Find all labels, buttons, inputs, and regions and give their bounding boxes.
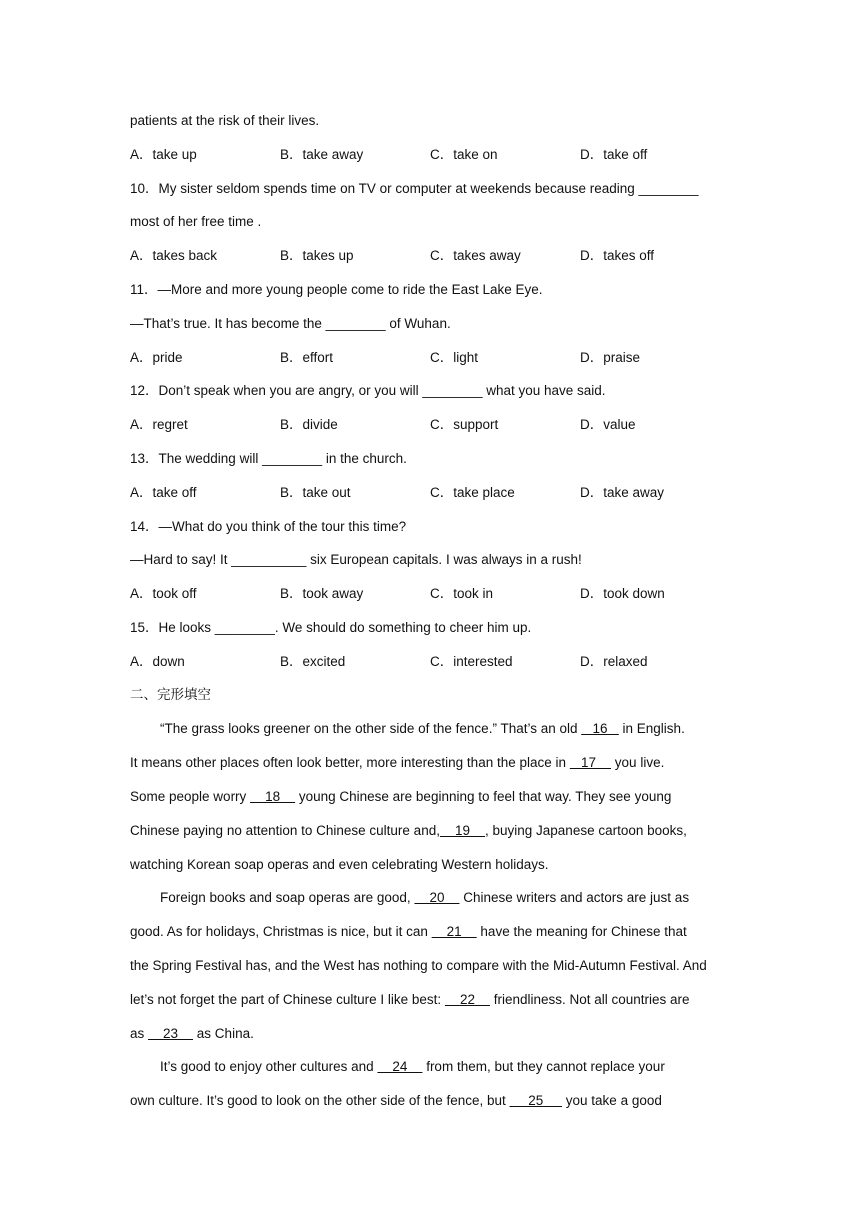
- passage-line: [130, 915, 730, 949]
- question-14-options: [130, 577, 730, 611]
- option-a: A．regret: [130, 417, 188, 433]
- option-b: B．take out: [280, 484, 351, 500]
- option-b: B．divide: [280, 417, 338, 433]
- question-13-stem: 13．The wedding will ________ in the church.: [130, 450, 407, 466]
- option-b: B．effort: [280, 349, 334, 365]
- passage-text: you take a good: [562, 1093, 662, 1109]
- passage-text: Some people worry: [130, 788, 251, 804]
- passage-text: , buying Japanese cartoon books,: [485, 822, 687, 838]
- passage-text: friendliness. Not all countries are: [489, 991, 690, 1007]
- question-14-stem: 14．—What do you think of the tour this time?: [130, 518, 407, 534]
- passage-text: from them, but they cannot replace your: [422, 1059, 665, 1075]
- question-9-options: [130, 138, 730, 172]
- question-10-stem-continued: most of her free time .: [130, 214, 262, 230]
- option-b: B．took away: [280, 586, 364, 602]
- passage-text: you live.: [611, 755, 665, 771]
- option-a: A．took off: [130, 586, 197, 602]
- option-a: A．take off: [130, 484, 197, 500]
- passage-text: good. As for holidays, Christmas is nice, but it can: [130, 924, 432, 940]
- blank-22: 22: [444, 991, 490, 1007]
- passage-text: as: [130, 1025, 149, 1041]
- option-b: B．takes up: [280, 248, 354, 264]
- passage-text: Chinese paying no attention to Chinese culture and,: [130, 822, 440, 838]
- question-10-options: [130, 239, 730, 273]
- blank-18: 18: [250, 788, 296, 804]
- blank-19: 19: [439, 822, 485, 838]
- option-d: D．took down: [580, 586, 665, 602]
- question-11-options: [130, 341, 730, 375]
- question-11-reply: —That’s true. It has become the ________ of Wuhan.: [130, 315, 451, 331]
- passage-line: [130, 780, 730, 814]
- blank-23: 23: [148, 1025, 194, 1041]
- question-13-options: [130, 476, 730, 510]
- passage-line: the Spring Festival has, and the West has nothing to compare with the Mid-Autumn Festival. And: [130, 957, 707, 973]
- option-c: C．interested: [430, 653, 513, 669]
- passage-line: [130, 814, 730, 848]
- blank-25: 25: [509, 1093, 563, 1109]
- passage-text: young Chinese are beginning to feel that way. They see young: [295, 788, 672, 804]
- question-12-stem: 12．Don’t speak when you are angry, or you will ________ what you have said.: [130, 383, 606, 399]
- option-c: C．support: [430, 417, 499, 433]
- blank-21: 21: [431, 924, 477, 940]
- option-b: B．excited: [280, 653, 346, 669]
- question-9-tail: patients at the risk of their lives.: [130, 113, 320, 128]
- option-d: D．take away: [580, 484, 665, 500]
- passage-line: [130, 746, 730, 780]
- option-c: C．takes away: [430, 248, 521, 264]
- exam-page: [130, 104, 730, 1118]
- option-d: D．take off: [580, 146, 648, 162]
- option-d: D．praise: [580, 349, 641, 365]
- passage-text: own culture. It’s good to look on the other side of the fence, but: [130, 1093, 510, 1109]
- blank-17: 17: [569, 755, 612, 771]
- blank-20: 20: [414, 890, 460, 906]
- passage-line: watching Korean soap operas and even celebrating Western holidays.: [130, 856, 549, 872]
- question-15-options: [130, 645, 730, 679]
- question-14-reply: —Hard to say! It __________ six European capitals. I was always in a rush!: [130, 552, 582, 568]
- blank-16: 16: [581, 721, 619, 737]
- option-d: D．value: [580, 417, 636, 433]
- passage-line: [130, 1017, 730, 1051]
- option-b: B．take away: [280, 146, 364, 162]
- passage-text: It means other places often look better, more interesting than the place in: [130, 755, 570, 771]
- passage-text: It’s good to enjoy other cultures and: [160, 1059, 378, 1075]
- option-a: A．take up: [130, 146, 197, 162]
- passage-line: [130, 712, 730, 746]
- passage-text: as China.: [193, 1025, 254, 1041]
- question-15-stem: 15．He looks ________. We should do something to cheer him up.: [130, 619, 532, 635]
- passage-line: [130, 1050, 730, 1084]
- passage-text: “The grass looks greener on the other side of the fence.” That’s an old: [160, 721, 582, 737]
- question-10-stem: 10．My sister seldom spends time on TV or computer at weekends because reading ________: [130, 180, 699, 196]
- option-c: C．take on: [430, 146, 498, 162]
- option-a: A．pride: [130, 349, 183, 365]
- blank-24: 24: [377, 1059, 423, 1075]
- passage-line: [130, 881, 730, 915]
- option-a: A．down: [130, 653, 185, 669]
- option-d: D．takes off: [580, 248, 655, 264]
- question-12-options: [130, 408, 730, 442]
- question-11-stem: 11．—More and more young people come to ride the East Lake Eye.: [130, 281, 543, 297]
- passage-text: in English.: [618, 721, 685, 737]
- option-c: C．took in: [430, 586, 494, 602]
- option-c: C．take place: [430, 484, 515, 500]
- passage-text: Foreign books and soap operas are good,: [160, 890, 415, 906]
- passage-line: [130, 1084, 730, 1118]
- passage-line: [130, 983, 730, 1017]
- option-c: C．light: [430, 349, 479, 365]
- option-a: A．takes back: [130, 248, 218, 264]
- option-d: D．relaxed: [580, 653, 648, 669]
- passage-text: have the meaning for Chinese that: [476, 924, 687, 940]
- passage-text: Chinese writers and actors are just as: [459, 890, 690, 906]
- passage-text: let’s not forget the part of Chinese culture I like best:: [130, 991, 445, 1007]
- section-title-cloze: 二、完形填空: [130, 686, 211, 703]
